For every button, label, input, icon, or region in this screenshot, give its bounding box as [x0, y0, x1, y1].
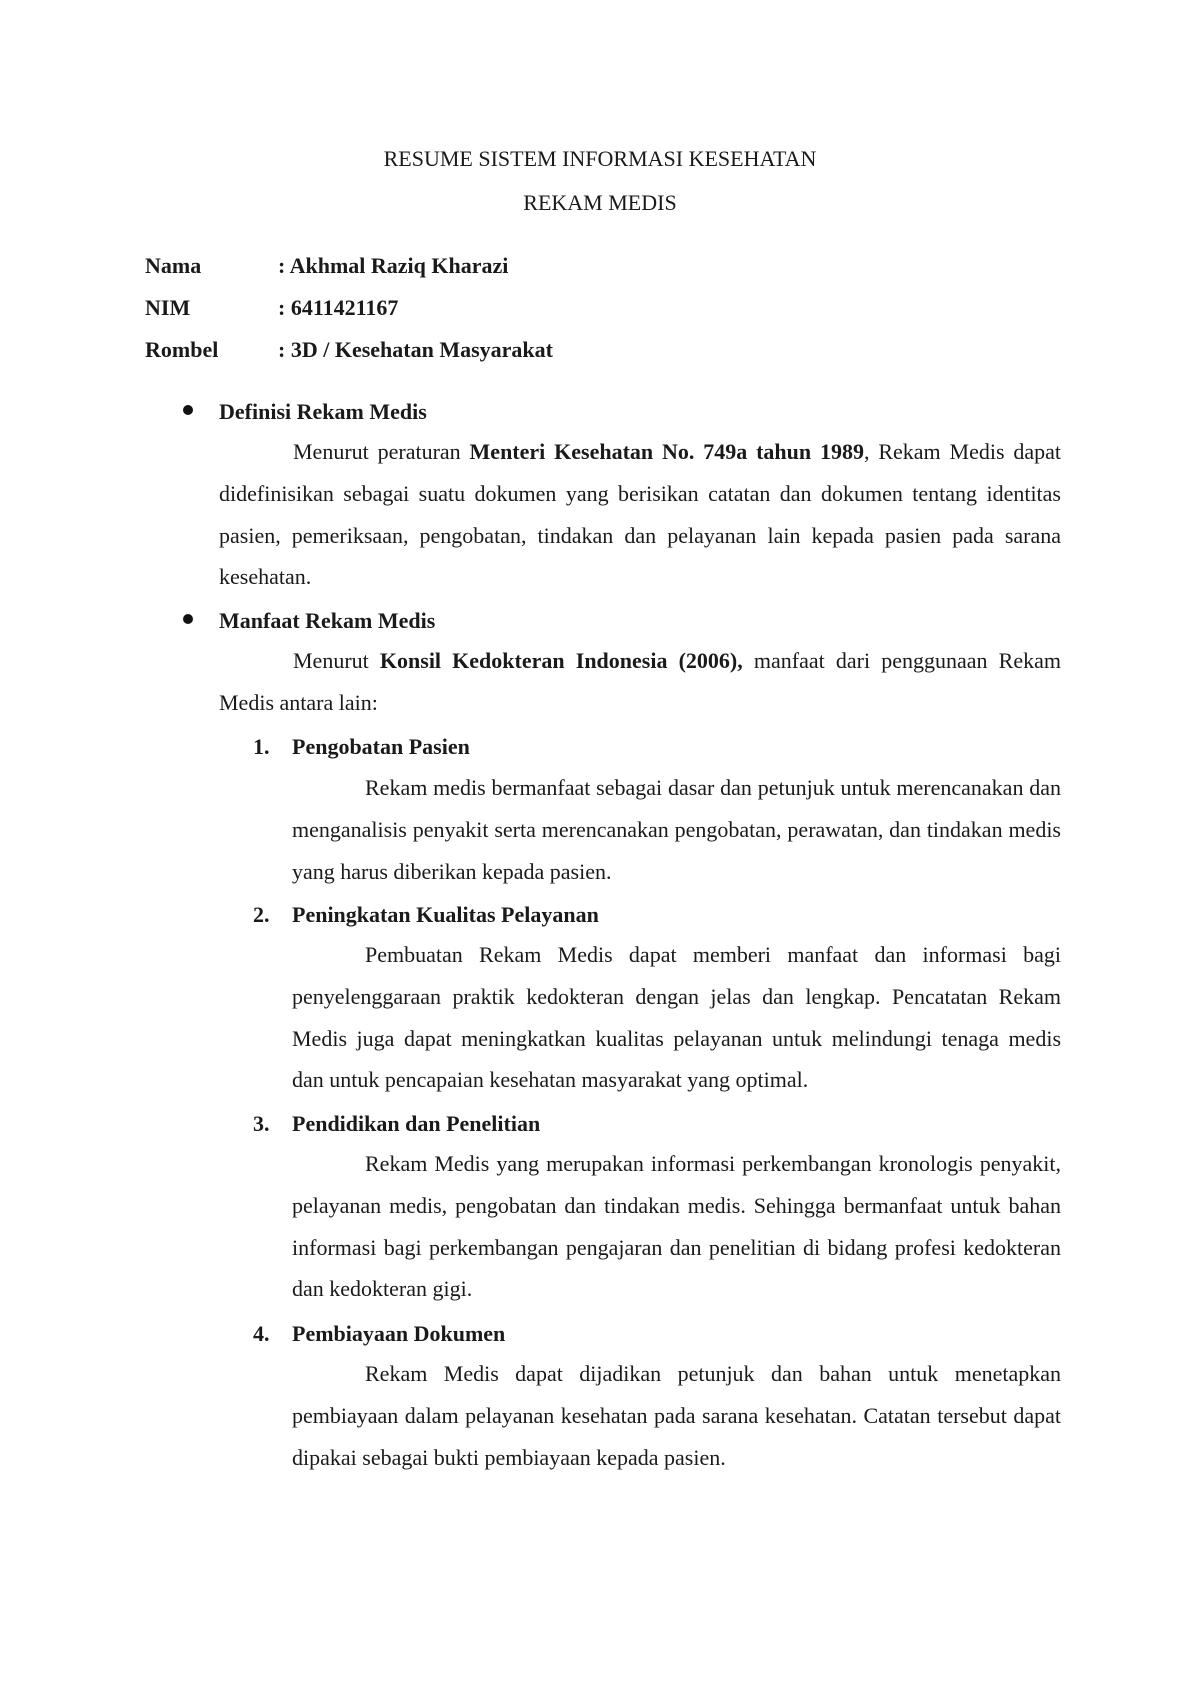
section-paragraph-definisi: Menurut peraturan Menteri Kesehatan No. 749a tahun 1989, Rekam Medis dapat didefinisikan sebagai suatu dokumen yang berisikan catatan dan dokumen tentang identitas pasien, pemeriksaan, pengobatan, tindakan dan pelayanan lain kepada pasien pada sarana kesehatan.: [219, 439, 1062, 590]
document-subtitle: REKAM MEDIS: [523, 190, 677, 215]
list-item-title: Peningkatan Kualitas Pelayanan: [292, 902, 599, 927]
list-item-number: 3.: [253, 1111, 270, 1136]
info-label-nim: NIM: [145, 295, 191, 320]
list-item-text: Rekam medis bermanfaat sebagai dasar dan petunjuk untuk merencanakan dan menganalisis penyakit serta merencanakan pengobatan, perawatan, dan tindakan medis yang harus diberikan kepada pasien.: [292, 775, 1061, 884]
list-item-title: Pembiayaan Dokumen: [292, 1321, 506, 1346]
list-item-text: Rekam Medis yang merupakan informasi perkembangan kronologis penyakit, pelayanan medis, pengobatan dan tindakan medis. Sehingga bermanfaat untuk bahan informasi bagi perkembangan pengajaran dan penelitian di bidang profesi kedokteran dan kedokteran gigi.: [292, 1151, 1061, 1302]
section-heading-manfaat: Manfaat Rekam Medis: [219, 608, 436, 633]
list-item-number: 4.: [253, 1321, 270, 1346]
info-label-nama: Nama: [145, 253, 202, 278]
section-heading-definisi: Definisi Rekam Medis: [219, 399, 427, 424]
info-value-nim: : 6411421167: [278, 295, 399, 320]
section-paragraph-manfaat: Menurut Konsil Kedokteran Indonesia (2006), manfaat dari penggunaan Rekam Medis antara lain:: [219, 648, 1061, 715]
bullet-icon: [183, 614, 193, 624]
bullet-icon: [183, 405, 193, 415]
info-value-rombel: : 3D / Kesehatan Masyarakat: [278, 337, 553, 362]
info-label-rombel: Rombel: [145, 337, 219, 362]
list-item-text: Rekam Medis dapat dijadikan petunjuk dan bahan untuk menetapkan pembiayaan dalam pelayanan kesehatan pada sarana kesehatan. Catatan tersebut dapat dipakai sebagai bukti pembiayaan kepada pasien.: [292, 1361, 1061, 1470]
info-value-nama: : Akhmal Raziq Kharazi: [278, 253, 509, 278]
document-title: RESUME SISTEM INFORMASI KESEHATAN: [383, 146, 817, 171]
list-item-title: Pengobatan Pasien: [292, 734, 470, 759]
list-item-number: 2.: [253, 902, 270, 927]
list-item-text: Pembuatan Rekam Medis dapat memberi manfaat dan informasi bagi penyelenggaraan praktik kedokteran dengan jelas dan lengkap. Pencatatan Rekam Medis juga dapat meningkatkan kualitas pelayanan untuk melindungi tenaga medis dan untuk pencapaian kesehatan masyarakat yang optimal.: [292, 942, 1061, 1093]
list-item-number: 1.: [253, 734, 270, 759]
list-item-title: Pendidikan dan Penelitian: [292, 1111, 541, 1136]
